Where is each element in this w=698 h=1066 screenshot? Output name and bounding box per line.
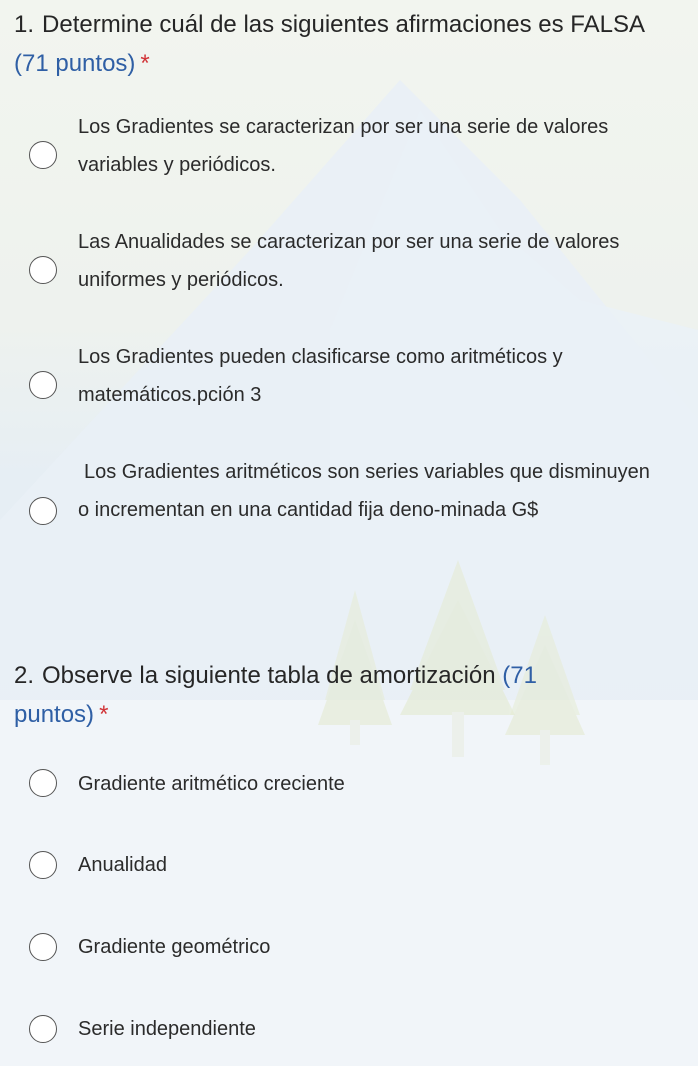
option-label: Los Gradientes se caracterizan por ser una serie de valores variables y periódicos. [78,116,609,176]
radio-button[interactable] [29,371,57,399]
question-number: 1. [14,11,35,38]
question-text: Observe la siguiente tabla de amortización [42,662,496,689]
option-label: Serie independiente [78,1018,256,1040]
radio-button[interactable] [29,933,57,961]
question-points: (71 puntos) [14,50,136,77]
option-label: Anualidad [78,854,167,876]
question-text: Determine cuál de las siguientes afirmaciones es FALSA [42,11,644,38]
option-label: Gradiente geométrico [78,936,271,958]
radio-button[interactable] [29,497,57,525]
radio-button[interactable] [29,141,57,169]
option-label: Gradiente aritmético creciente [78,773,345,795]
question-2-title [14,656,634,734]
option-label: Los Gradientes aritméticos son series variables que disminuyen o incrementan en una cantidad fija deno-minada G$ [78,461,650,521]
question-points: (71 puntos) [14,662,537,728]
radio-button[interactable] [29,769,57,797]
required-asterisk: * [140,50,150,77]
radio-button[interactable] [29,851,57,879]
radio-button[interactable] [29,1015,57,1043]
required-asterisk: * [99,701,109,728]
question-number: 2. [14,662,35,689]
option-label: Los Gradientes pueden clasificarse como aritméticos y matemáticos.pción 3 [78,346,563,406]
question-1-title [14,5,674,83]
radio-button[interactable] [29,256,57,284]
option-label: Las Anualidades se caracterizan por ser una serie de valores uniformes y periódicos. [78,231,620,291]
